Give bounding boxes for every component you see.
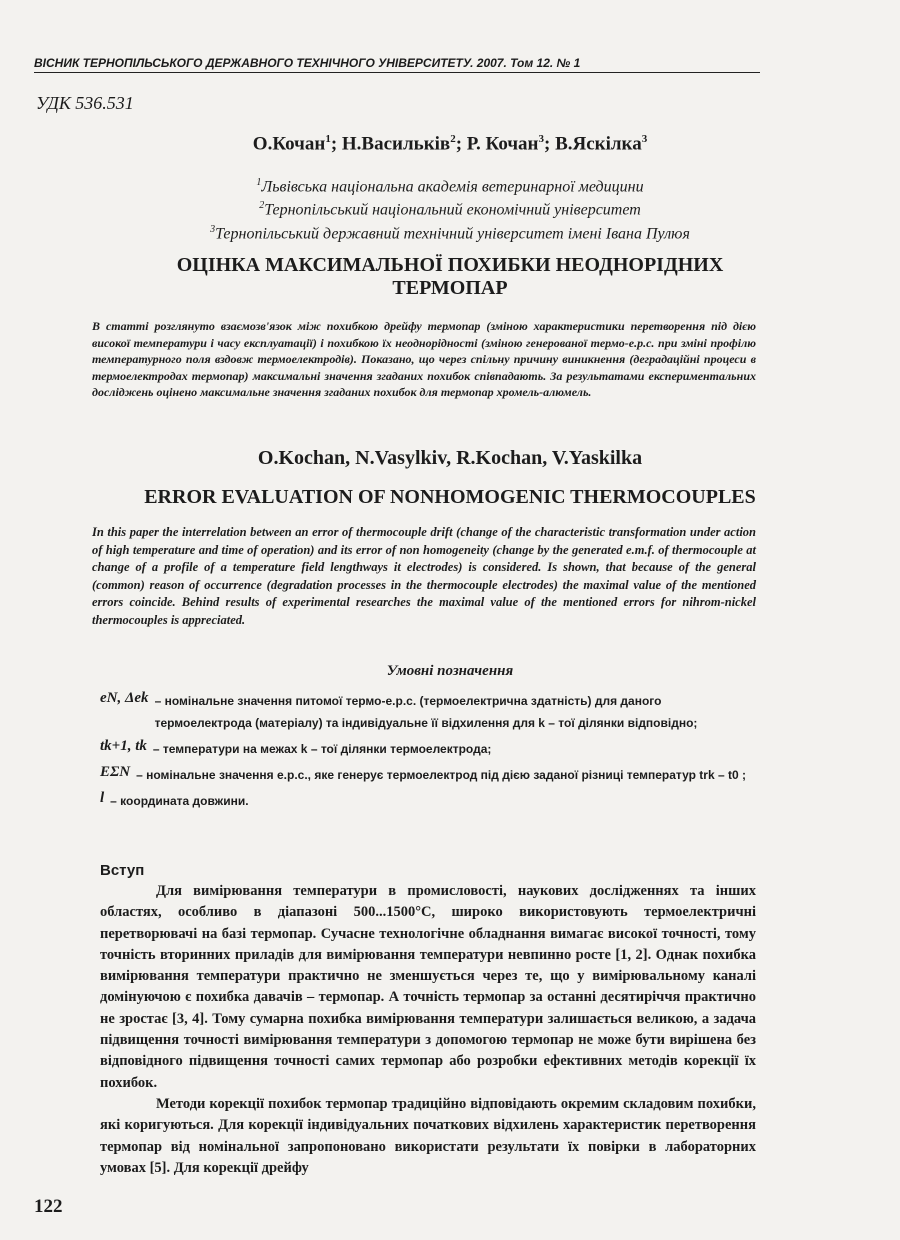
udk-code: УДК 536.531 xyxy=(36,93,134,113)
notation-item xyxy=(100,738,756,760)
author-3-sup: 3 xyxy=(538,133,544,145)
notation-symbol: EΣN xyxy=(100,764,131,780)
affiliations xyxy=(0,173,900,243)
affiliation-1 xyxy=(0,173,900,196)
abstract-ukrainian: В статті розглянуто взаємозв'язок між похибкою дрейфу термопар (зміною характеристики перетворення під дією високої температури і часу експлуатації) і похибкою їх неоднорідності (зміною генерованої термо-е.р.с. при зміні профілю температурного поля вздовж термоелектродів). Показано, що через спільну причину виникнення (деградаційні процеси в термоелектродах термопар) максимальні значення згаданих похибок співпадають. За результатами експериментальних досліджень оцінено максимальне значення згаданих похибок для термопар хромель-алюмель. xyxy=(92,319,756,399)
notation-item xyxy=(100,790,756,812)
journal-header: ВІСНИК ТЕРНОПІЛЬСЬКОГО ДЕРЖАВНОГО ТЕХНІЧНОГО УНІВЕРСИТЕТУ. 2007. Том 12. № 1 xyxy=(34,56,760,73)
notation-item xyxy=(100,690,756,734)
intro-body xyxy=(100,881,756,1179)
title-english: ERROR EVALUATION OF NONHOMOGENIC THERMOCOUPLES xyxy=(144,486,756,508)
affiliation-1-sup: 1 xyxy=(256,177,262,188)
author-4: ; В.Яскілка xyxy=(544,133,642,155)
page-number: 122 xyxy=(34,1196,63,1217)
authors-english: O.Kochan, N.Vasylkiv, R.Kochan, V.Yaskilka xyxy=(257,447,643,469)
affiliation-2-sup: 2 xyxy=(259,200,265,212)
title-ukrainian xyxy=(0,254,900,300)
notation-item xyxy=(100,764,756,786)
notation-definition: – номінальне значення питомої термо-е.р.с. (термоелектрична здатність) для даного термоелектрода (матеріалу) та індивідуальне її відхилення для k – тої ділянки відповідно; xyxy=(154,694,698,730)
title-ukrainian-line-1: ОЦІНКА МАКСИМАЛЬНОЇ ПОХИБКИ НЕОДНОРІДНИХ xyxy=(176,254,724,276)
notation-definition: – температури на межах k – тої ділянки термоелектрода; xyxy=(152,742,492,756)
affiliation-2 xyxy=(0,196,900,219)
author-1: О.Кочан xyxy=(252,133,326,155)
notation-list xyxy=(100,690,756,816)
notation-definition: – координата довжини. xyxy=(110,794,249,808)
intro-paragraph-2: Методи корекції похибок термопар традиційно відповідають окремим складовим похибки, які коригуються. Для корекції індивідуальних початкових відхилень характеристик перетворення термопар від номінальної запропоновано використати результати їх повірки в лабораторних умовах [5]. Для корекції дрейфу xyxy=(100,1095,756,1176)
intro-paragraph-1: Для вимірювання температури в промисловості, наукових дослідженнях та інших областях, особливо в діапазоні 500...1500°С, широко використовують термоелектричні перетворювачі на базі термопар. Сучасне технологічне обладнання вимагає високої точності, тому точність вторинних приладів для вимірювання температури невпинно росте [1, 2]. Однак похибка вимірювання температури практично не зменшується через те, що у вимірювальному каналі домінуючою є похибка давачів – термопар. А точність термопар за останні десятиріччя практично не зростає [3, 4]. Тому сумарна похибка вимірювання температури залишається великою, а задача підвищення точності вимірювання температури з допомогою термопар не може бути вирішена без відповідного підвищення точності самих термопар або розробки ефективних методів корекції їх похибок. xyxy=(100,883,756,1091)
notation-definition: – номінальне значення е.р.с., яке генерує термоелектрод під дією заданої різниці температур trk – t0 ; xyxy=(136,768,746,782)
title-ukrainian-line-2: ТЕРМОПАР xyxy=(392,277,508,299)
author-2: ; Н.Васильків xyxy=(330,133,451,155)
affiliation-1-text: Львівська національна академія ветеринарної медицини xyxy=(261,178,644,196)
notation-heading: Умовні позначення xyxy=(386,663,514,679)
affiliation-3-sup: 3 xyxy=(210,223,216,235)
affiliation-3-text: Тернопільський державний технічний університет імені Івана Пулюя xyxy=(215,224,690,242)
author-4-sup: 3 xyxy=(641,133,648,145)
affiliation-2-text: Тернопільський національний економічний університет xyxy=(264,201,641,219)
notation-symbol: l xyxy=(100,790,105,806)
author-1-sup: 1 xyxy=(325,133,331,145)
author-3: ; Р. Кочан xyxy=(455,133,539,155)
notation-symbol: tk+1, tk xyxy=(100,738,147,754)
intro-heading: Вступ xyxy=(100,862,145,879)
notation-symbol: eN, Δek xyxy=(100,690,149,706)
authors-ukrainian xyxy=(0,133,900,155)
affiliation-3 xyxy=(0,220,900,243)
abstract-english: In this paper the interrelation between an error of thermocouple drift (change of the characteristic transformation under action of high temperature and time of operation) and its error of non homogeneity (change by the generated e.m.f. of thermocouple at change of a profile of a temperature field lengthways it electrodes) is considered. Is shown, that because of the general (common) reason of occurrence (degradation processes in the thermocouple electrodes) the maximal value of the mentioned errors coincide. Behind results of experimental researches the maximal value of the mentioned errors for nihrom-nickel thermocouples is appreciated. xyxy=(92,525,756,627)
author-2-sup: 2 xyxy=(450,133,456,145)
